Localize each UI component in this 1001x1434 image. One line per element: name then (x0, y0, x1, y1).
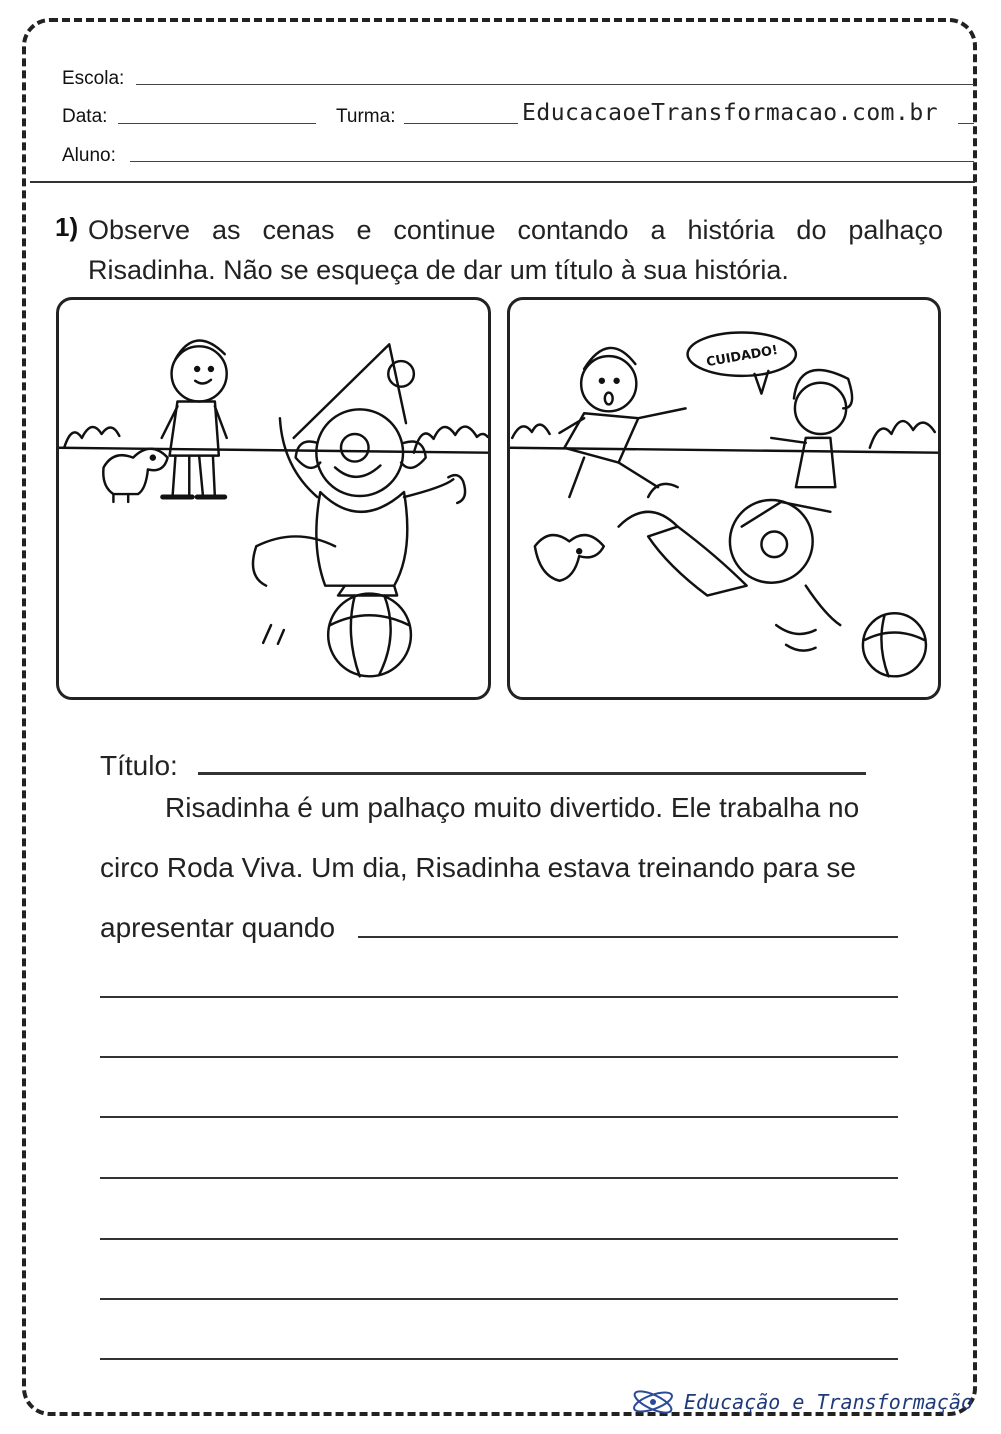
bush-left (512, 425, 549, 438)
boy-head (581, 356, 636, 411)
writing-line[interactable] (100, 1116, 898, 1118)
boy-hair (584, 348, 635, 369)
clown-hat (742, 502, 831, 527)
writing-line[interactable] (100, 1056, 898, 1058)
motion-lines (776, 625, 815, 650)
clown-hat (294, 344, 406, 438)
clown-arms (280, 418, 453, 497)
school-field[interactable] (136, 84, 974, 85)
scene-1-illustration (59, 300, 488, 697)
instruction-line-2: Risadinha. Não se esqueça de dar um título à sua história. (88, 255, 789, 285)
writing-line[interactable] (358, 936, 898, 938)
boy-mouth (605, 393, 613, 405)
clown-legs (619, 484, 678, 527)
boy-shirt (564, 413, 638, 462)
footer-brand (630, 1385, 973, 1419)
clown-hand-right (448, 475, 465, 503)
bush-right (414, 427, 488, 453)
scene-2-illustration (510, 300, 938, 697)
clown-hat-pompom (388, 361, 414, 387)
boy-legs (569, 458, 658, 497)
clown-nose (761, 532, 787, 558)
header-divider (30, 181, 975, 183)
dog-body (103, 449, 167, 494)
boy-arms (559, 408, 685, 433)
ball (328, 594, 411, 677)
class-field[interactable] (404, 123, 518, 124)
scene-1-panel (56, 297, 491, 700)
clown-mouth (335, 465, 380, 476)
date-field[interactable] (118, 123, 316, 124)
title-label: Título: (100, 750, 178, 781)
story-line-3: apresentar quando (100, 912, 336, 943)
bush-left (64, 427, 119, 448)
girl-head (795, 383, 846, 434)
school-label: Escola: (62, 68, 125, 89)
website-watermark: EducacaoeTransformacao.com.br (522, 100, 939, 126)
clown-nose (341, 434, 369, 462)
writing-line[interactable] (100, 1298, 898, 1300)
scene-2-panel (507, 297, 941, 700)
clown-body (648, 527, 747, 596)
question-instruction (88, 210, 943, 290)
ball (863, 613, 926, 676)
clown-arm (806, 586, 840, 625)
title-field[interactable] (198, 772, 866, 775)
boy-hair (175, 341, 224, 360)
dog-body (535, 535, 604, 581)
writing-line[interactable] (100, 1358, 898, 1360)
clown-face (730, 500, 813, 583)
girl-arm (771, 438, 805, 443)
writing-line[interactable] (100, 1238, 898, 1240)
speech-bubble-text: CUIDADO! (705, 342, 780, 371)
boy-legs (173, 456, 215, 497)
boy-head (172, 346, 227, 401)
clown-body (316, 492, 407, 586)
writing-line[interactable] (100, 996, 898, 998)
class-field-tail (958, 123, 974, 124)
instruction-line-1: Observe as cenas e continue contando a história do palhaço (88, 215, 943, 245)
question-number: 1) (55, 212, 79, 242)
footer-brand-text: Educação e Transformação (684, 1390, 973, 1414)
motion-lines (263, 625, 284, 644)
boy-smile (195, 380, 211, 384)
story-line-2: circo Roda Viva. Um dia, Risadinha estava treinando para se (100, 852, 856, 883)
student-field[interactable] (130, 161, 974, 162)
story-line-1: Risadinha é um palhaço muito divertido. Ele trabalha no (165, 792, 860, 823)
orbit-logo-icon (630, 1385, 676, 1419)
writing-line[interactable] (100, 1177, 898, 1179)
date-label: Data: (62, 106, 108, 127)
class-label: Turma: (336, 106, 396, 127)
girl-dress (796, 438, 835, 487)
student-label: Aluno: (62, 145, 116, 166)
bush-right (870, 421, 935, 448)
